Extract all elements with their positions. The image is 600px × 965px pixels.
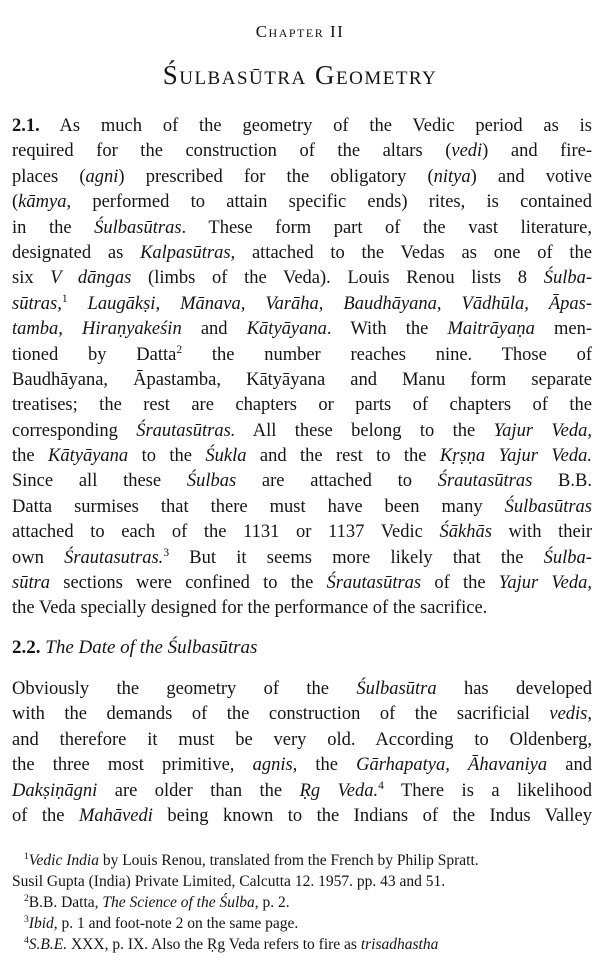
section-number: 2.1. <box>12 116 40 136</box>
text-line: sūtra sections were confined to the Śrautasūtras of the Yajur Veda, <box>12 573 592 594</box>
section-heading-2-2 <box>12 637 257 659</box>
text-line: treatises; the rest are chapters or parts of chapters of the <box>12 395 592 416</box>
text-line: Dakṣiṇāgni are older than the Ṛg Veda.$^4$ There is a likelihood <box>12 779 593 801</box>
paragraph-2-1 <box>12 114 592 622</box>
footnote-4: $^4$S.B.E. XXX, p. IX. Also the Ṛg Veda refers to fire as trisadhastha <box>24 934 439 953</box>
text-line: Obviously the geometry of the Śulbasūtra has developed <box>12 679 592 699</box>
text-line: required for the construction of the altars (vedi) and fire- <box>12 141 592 162</box>
text-line: designated as Kalpasūtras, attached to the Vedas as one of the <box>12 242 592 263</box>
text-line: Datta surmises that there must have been many Śulbasūtras <box>12 496 592 517</box>
footnote-1: $^1$Vedic India by Louis Renou, translated from the French by Philip Spratt. <box>24 850 479 869</box>
chapter-title: Śulbasūtra Geometry <box>162 60 438 90</box>
text-line: Since all these Śulbas are attached to Śrautasūtras B.B. <box>12 471 592 492</box>
text-line: the Kātyāyana to the Śukla and the rest to the Kṛṣṇa Yajur Veda. <box>12 446 592 467</box>
text-line: the three most primitive, agnis, the Gārhapatya, Āhavaniya and <box>12 755 592 776</box>
text-line: (kāmya, performed to attain specific ends) rites, is contained <box>12 192 592 213</box>
text-line: corresponding Śrautasūtras. All these belong to the Yajur Veda, <box>12 420 592 441</box>
text-line: Baudhāyana, Āpastamba, Kātyāyana and Manu form separate <box>12 369 592 390</box>
text-line: and therefore it must be very old. According to Oldenberg, <box>12 729 592 750</box>
text-line: of the Mahāvedi being known to the Indians of the Indus Valley <box>12 805 593 826</box>
chapter-label: Chapter II <box>255 22 345 41</box>
text-line: places (agni) prescribed for the obligatory (nitya) and votive <box>12 166 592 187</box>
text-line: the Veda specially designed for the performance of the sacrifice. <box>12 598 488 619</box>
text-line: sūtras,$^1$ Laugākṣi, Mānava, Varāha, Baudhāyana, Vādhūla, Āpas- <box>12 292 592 314</box>
footnote-3: $^3$Ibid, p. 1 and foot-note 2 on the same page. <box>24 913 299 932</box>
footnotes <box>12 850 594 955</box>
text-line: with the demands of the construction of the sacrificial vedis, <box>12 704 592 725</box>
footnote-2: $^2$B.B. Datta, The Science of the Śulba, p. 2. <box>24 892 290 911</box>
text-line: tioned by Datta$^2$ the number reaches nine. Those of <box>12 343 592 365</box>
text-line: tamba, Hiraṇyakeśin and Kātyāyana. With the Maitrāyaṇa men- <box>12 319 592 340</box>
section-title: The Date of the Śulbasūtras <box>45 637 258 658</box>
text-line: attached to each of the 1131 or 1137 Vedic Śākhās with their <box>12 522 592 543</box>
text-line: own Śrautasutras.$^3$ But it seems more likely that the Śulba- <box>12 546 592 568</box>
text-line: 2.1. As much of the geometry of the Vedic period as is <box>12 116 592 136</box>
text-line: in the Śulbasūtras. These form part of the vast literature, <box>12 217 592 238</box>
footnote-1-continued: Susil Gupta (India) Private Limited, Calcutta 12. 1957. pp. 43 and 51. <box>12 873 446 890</box>
text-line: six V dāngas (limbs of the Veda). Louis Renou lists 8 Śulba- <box>12 268 592 289</box>
paragraph-2-2 <box>12 677 592 829</box>
section-number: 2.2. <box>12 637 41 658</box>
